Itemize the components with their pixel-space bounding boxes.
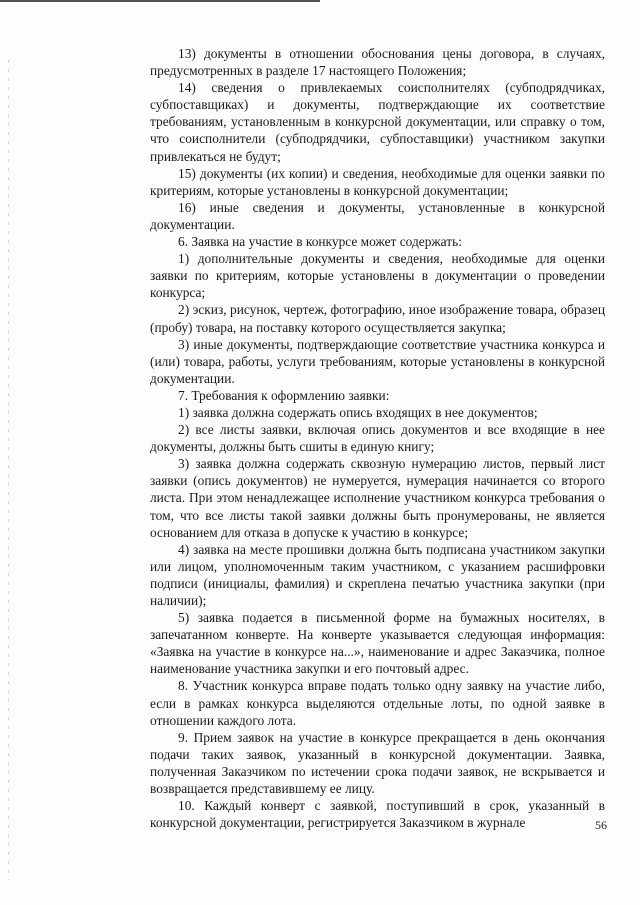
top-border-line (0, 0, 320, 2)
section-9: 9. Прием заявок на участие в конкурсе прекращается в день окончания подачи таких заявок, указанный в конкурсной документации. Заявка, полученная Заказчиком по истечении срока подачи заявок, не вскрывается и возвращается представившему ее лицу. (150, 729, 605, 797)
paragraph-6-2: 2) эскиз, рисунок, чертеж, фотографию, иное изображение товара, образец (пробу) товара, на поставку которого осуществляется закупка; (150, 302, 605, 335)
paragraph-item-15: 15) документы (их копии) и сведения, необходимые для оценки заявки по критериям, которые установлены в конкурсной документации; (150, 165, 605, 198)
section-10: 10. Каждый конверт с заявкой, поступивший в срок, указанный в конкурсной документации, регистрируется Заказчиком в журнале (150, 798, 605, 831)
paragraph-7-1: 1) заявка должна содержать опись входящих в нее документов; (178, 404, 538, 420)
paragraph-6-3: 3) иные документы, подтверждающие соответствие участника конкурса и (или) товара, работы, услуги требованиям, которые установлены в конкурсной документации. (150, 336, 605, 386)
paragraph-6-1: 1) дополнительные документы и сведения, необходимые для оценки заявки по критериям, которые установлены в документации о проведении конкурса; (150, 251, 605, 301)
paragraph-7-3: 3) заявка должна содержать сквозную нумерацию листов, первый лист заявки (опись документов) не нумеруется, нумерация начинается со второго листа. При этом ненадлежащее исполнение участником конкурса требования о том, что все листы такой заявки должны быть пронумерованы, не является основанием для отказа в допуске к участию в конкурсе; (150, 456, 605, 540)
paragraph-item-14: 14) сведения о привлекаемых соисполнителях (субподрядчиках, субпоставщиках) и документы, подтверждающие их соответствие требованиям, установленным в конкурсной документации, или справку о том, что соисполнители (субподрядчики, субпоставщики) участником закупки привлекаться не будут; (150, 80, 605, 164)
scan-edge-mark (8, 60, 9, 880)
paragraph-item-13: 13) документы в отношении обоснования цены договора, в случаях, предусмотренных в разделе 17 настоящего Положения; (150, 46, 605, 79)
document-body (150, 45, 605, 831)
section-7-heading: 7. Требования к оформлению заявки: (178, 387, 390, 403)
section-6-heading: 6. Заявка на участие в конкурсе может содержать: (178, 234, 462, 250)
page-number: 56 (595, 818, 607, 832)
paragraph-7-4: 4) заявка на месте прошивки должна быть подписана участником закупки или лицом, уполномоченным таким участником, с указанием расшифровки подписи (инициалы, фамилия) и скреплена печатью участника закупки (при наличии); (150, 541, 605, 608)
paragraph-7-5: 5) заявка подается в письменной форме на бумажных носителях, в запечатанном конверте. На конверте указывается следующая информация: «Заявка на участие в конкурсе на...», наименование и адрес Заказчика, полное наименование участника закупки и его почтовый адрес. (150, 610, 605, 677)
section-8: 8. Участник конкурса вправе подать только одну заявку на участие либо, если в рамках конкурса выделяются отдельные лоты, по одной заявке в отношении каждого лота. (150, 678, 605, 728)
paragraph-7-2: 2) все листы заявки, включая опись документов и все входящие в нее документы, должны быть сшиты в единую книгу; (150, 422, 605, 455)
paragraph-item-16: 16) иные сведения и документы, установленные в конкурсной документации. (150, 199, 605, 232)
